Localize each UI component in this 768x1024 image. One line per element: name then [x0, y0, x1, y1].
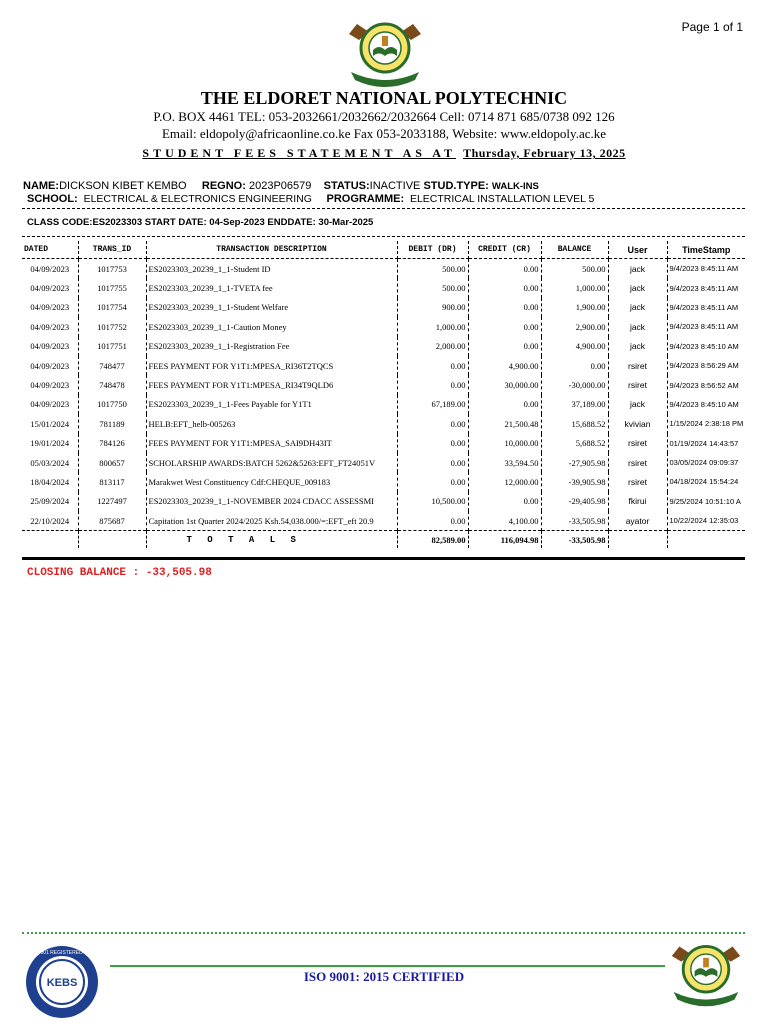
cell-debit: 1,000.00: [397, 317, 468, 336]
cell-timestamp: 9/25/2024 10:51:10 A: [669, 496, 741, 506]
cell-description: HELB:EFT_helb-005263: [146, 414, 397, 433]
cell-description: ES2023303_20239_1_1-NOVEMBER 2024 CDACC ASSESSMI: [146, 492, 397, 511]
cell-credit: 4,900.00: [468, 356, 541, 375]
cell-balance: 5,688.52: [541, 434, 608, 453]
header-user: User: [608, 241, 667, 259]
cell-debit: 0.00: [397, 375, 468, 394]
closing-balance: CLOSING BALANCE : -33,505.98: [27, 567, 212, 579]
cell-debit: 0.00: [397, 414, 468, 433]
type-label: STUD.TYPE:: [423, 180, 489, 192]
cell-timestamp: 03/05/2024 09:09:37: [669, 458, 739, 468]
school-label: SCHOOL:: [27, 193, 78, 205]
cell-balance: 4,900.00: [541, 337, 608, 356]
cell-description: ES2023303_20239_1_1-Student ID: [146, 259, 397, 279]
cell-balance: 1,900.00: [541, 298, 608, 317]
cell-timestamp: 1/15/2024 2:38:18 PM: [669, 419, 744, 429]
contacts-line: Email: eldopoly@africaonline.co.ke Fax 053-2033188, Website: www.eldopoly.ac.ke: [161, 126, 607, 141]
cell-dated: 15/01/2024: [22, 414, 78, 433]
total-balance: -33,505.98: [541, 531, 608, 549]
cell-dated: 04/09/2023: [22, 259, 78, 279]
cell-balance: 0.00: [541, 356, 608, 375]
cell-credit: 0.00: [468, 259, 541, 279]
header-dated: DATED: [22, 241, 78, 259]
cell-balance: -27,905.98: [541, 453, 608, 472]
cell-timestamp: 9/4/2023 8:45:11 AM: [669, 283, 739, 293]
totals-row: [22, 531, 745, 549]
cell-description: FEES PAYMENT FOR Y1T1:MPESA_SAI9DH43IT: [146, 434, 397, 453]
cell-debit: 0.00: [397, 511, 468, 531]
table-row: [22, 337, 745, 356]
cell-trans-id: 813117: [78, 472, 146, 491]
cell-user: fkirui: [608, 492, 667, 511]
cell-balance: -33,505.98: [541, 511, 608, 531]
cell-credit: 0.00: [468, 395, 541, 414]
table-row: [22, 356, 745, 375]
cell-credit: 0.00: [468, 492, 541, 511]
table-row: [22, 492, 745, 511]
cell-timestamp: 01/19/2024 14:43:57: [669, 438, 739, 448]
cell-dated: 19/01/2024: [22, 434, 78, 453]
cell-trans-id: 781189: [78, 414, 146, 433]
cell-balance: -30,000.00: [541, 375, 608, 394]
header-timestamp: TimeStamp: [667, 241, 745, 259]
cell-description: SCHOLARSHIP AWARDS:BATCH 5262&5263:EFT_FT24051V: [146, 453, 397, 472]
cell-credit: 0.00: [468, 278, 541, 297]
cell-debit: 500.00: [397, 259, 468, 279]
student-line-1: [23, 180, 539, 192]
student-name: DICKSON KIBET KEMBO: [59, 180, 187, 192]
table-header-row: [22, 241, 745, 259]
iso-certification: ISO 9001: 2015 CERTIFIED: [303, 969, 465, 984]
footer-dotted-line: [22, 932, 745, 934]
total-debit: 82,589.00: [397, 531, 468, 549]
cell-user: rsiret: [608, 356, 667, 375]
cell-balance: 2,900.00: [541, 317, 608, 336]
cell-user: rsiret: [608, 375, 667, 394]
totals-label: T O T A L S: [146, 531, 397, 549]
cell-debit: 67,189.00: [397, 395, 468, 414]
cell-description: ES2023303_20239_1_1-TVETA fee: [146, 278, 397, 297]
polytechnic-logo-icon: [345, 16, 425, 90]
cell-credit: 10,000.00: [468, 434, 541, 453]
cell-user: rsiret: [608, 453, 667, 472]
cell-credit: 33,594.50: [468, 453, 541, 472]
student-school: ELECTRICAL & ELECTRONICS ENGINEERING: [83, 193, 312, 205]
cell-debit: 0.00: [397, 434, 468, 453]
header-debit: DEBIT (DR): [397, 241, 468, 259]
cell-credit: 0.00: [468, 298, 541, 317]
cell-debit: 500.00: [397, 278, 468, 297]
transactions-table: [22, 241, 745, 548]
polytechnic-logo-footer-icon: [668, 938, 744, 1010]
cell-dated: 04/09/2023: [22, 278, 78, 297]
cell-dated: 04/09/2023: [22, 375, 78, 394]
cell-balance: -39,905.98: [541, 472, 608, 491]
student-regno: 2023P06579: [248, 180, 312, 192]
cell-trans-id: 875687: [78, 511, 146, 531]
cell-trans-id: 1017752: [78, 317, 146, 336]
cell-user: jack: [608, 337, 667, 356]
cell-user: kvivian: [608, 414, 667, 433]
table-row: [22, 298, 745, 317]
address-line: P.O. BOX 4461 TEL: 053-2032661/2032662/2032664 Cell: 0714 871 685/0738 092 126: [153, 109, 615, 124]
cell-trans-id: 1017753: [78, 259, 146, 279]
table-row: [22, 511, 745, 531]
cell-debit: 0.00: [397, 453, 468, 472]
footer-green-line: [110, 965, 665, 967]
cell-balance: 37,189.00: [541, 395, 608, 414]
cell-dated: 04/09/2023: [22, 317, 78, 336]
cell-description: Marakwet West Constituency Cdf:CHEQUE_009183: [146, 472, 397, 491]
table-row: [22, 317, 745, 336]
cell-debit: 0.00: [397, 472, 468, 491]
cell-debit: 900.00: [397, 298, 468, 317]
cell-description: FEES PAYMENT FOR Y1T1:MPESA_RI36T2TQCS: [146, 356, 397, 375]
cell-timestamp: 9/4/2023 8:56:52 AM: [669, 380, 739, 390]
cell-dated: 25/09/2024: [22, 492, 78, 511]
table-row: [22, 453, 745, 472]
table-row: [22, 472, 745, 491]
student-programme: ELECTRICAL INSTALLATION LEVEL 5: [409, 193, 595, 205]
cell-balance: 1,000.00: [541, 278, 608, 297]
cell-balance: 500.00: [541, 259, 608, 279]
class-line: CLASS CODE:ES2023303 START DATE: 04-Sep-2023 ENDDATE: 30-Mar-2025: [27, 217, 374, 228]
cell-credit: 21,500.48: [468, 414, 541, 433]
cell-trans-id: 1017750: [78, 395, 146, 414]
cell-trans-id: 1017751: [78, 337, 146, 356]
cell-description: Capitation 1st Quarter 2024/2025 Ksh.54,038.000/=:EFT_eft 20.9: [146, 511, 397, 531]
cell-user: rsiret: [608, 434, 667, 453]
divider-1: [22, 208, 745, 209]
cell-debit: 0.00: [397, 356, 468, 375]
cell-credit: 30,000.00: [468, 375, 541, 394]
total-credit: 116,094.98: [468, 531, 541, 549]
cell-timestamp: 10/22/2024 12:35:03: [669, 516, 739, 526]
divider-2: [22, 236, 745, 237]
header-credit: CREDIT (CR): [468, 241, 541, 259]
cell-description: ES2023303_20239_1_1-Registration Fee: [146, 337, 397, 356]
cell-dated: 04/09/2023: [22, 298, 78, 317]
cell-trans-id: 800657: [78, 453, 146, 472]
cell-user: jack: [608, 259, 667, 279]
cell-description: ES2023303_20239_1_1-Fees Payable for Y1T1: [146, 395, 397, 414]
cell-balance: 15,688.52: [541, 414, 608, 433]
table-row: [22, 395, 745, 414]
cell-dated: 04/09/2023: [22, 337, 78, 356]
cell-dated: 22/10/2024: [22, 511, 78, 531]
header-description: TRANSACTION DESCRIPTION: [146, 241, 397, 259]
table-row: [22, 259, 745, 279]
cell-dated: 18/04/2024: [22, 472, 78, 491]
cell-trans-id: 1017754: [78, 298, 146, 317]
cell-timestamp: 04/18/2024 15:54:24: [669, 477, 739, 487]
cell-timestamp: 9/4/2023 8:45:11 AM: [669, 302, 739, 312]
student-status: INACTIVE: [369, 180, 421, 192]
cell-description: FEES PAYMENT FOR Y1T1:MPESA_RI34T9QLD6: [146, 375, 397, 394]
page-number: Page 1 of 1: [681, 20, 743, 34]
statement-heading: [0, 146, 768, 161]
kebs-text: KEBS: [46, 977, 78, 989]
cell-trans-id: 748478: [78, 375, 146, 394]
name-label: NAME:: [23, 180, 60, 192]
programme-label: PROGRAMME:: [326, 193, 405, 205]
cell-user: jack: [608, 298, 667, 317]
student-type: WALK-INS: [491, 181, 539, 192]
cell-credit: 12,000.00: [468, 472, 541, 491]
header-balance: BALANCE: [541, 241, 608, 259]
regno-label: REGNO:: [201, 180, 246, 192]
cell-timestamp: 9/4/2023 8:45:10 AM: [669, 399, 739, 409]
cell-user: jack: [608, 395, 667, 414]
cell-timestamp: 9/4/2023 8:56:29 AM: [669, 361, 739, 371]
kebs-ring-text: ISO 9001 REGISTERED FIRM: [27, 950, 97, 956]
cell-user: jack: [608, 317, 667, 336]
table-row: [22, 375, 745, 394]
cell-user: ayator: [608, 511, 667, 531]
cell-timestamp: 9/4/2023 8:45:11 AM: [669, 322, 739, 332]
cell-trans-id: 1227497: [78, 492, 146, 511]
cell-description: ES2023303_20239_1_1-Caution Money: [146, 317, 397, 336]
cell-credit: 4,100.00: [468, 511, 541, 531]
header-trans-id: TRANS_ID: [78, 241, 146, 259]
cell-dated: 05/03/2024: [22, 453, 78, 472]
cell-trans-id: 784126: [78, 434, 146, 453]
cell-credit: 0.00: [468, 337, 541, 356]
cell-balance: -29,405.98: [541, 492, 608, 511]
cell-trans-id: 748477: [78, 356, 146, 375]
table-bottom-rule: [22, 557, 745, 560]
cell-dated: 04/09/2023: [22, 356, 78, 375]
table-row: [22, 434, 745, 453]
statement-prefix: STUDENT FEES STATEMENT AS AT: [142, 146, 457, 160]
student-line-2: [27, 193, 594, 205]
table-row: [22, 414, 745, 433]
cell-timestamp: 9/4/2023 8:45:11 AM: [669, 264, 739, 274]
cell-user: rsiret: [608, 472, 667, 491]
institution-title: THE ELDORET NATIONAL POLYTECHNIC: [200, 88, 568, 108]
table-row: [22, 278, 745, 297]
cell-trans-id: 1017755: [78, 278, 146, 297]
cell-user: jack: [608, 278, 667, 297]
cell-dated: 04/09/2023: [22, 395, 78, 414]
cell-debit: 2,000.00: [397, 337, 468, 356]
cell-debit: 10,500.00: [397, 492, 468, 511]
statement-date: Thursday, February 13, 2025: [463, 146, 626, 160]
cell-timestamp: 9/4/2023 8:45:10 AM: [669, 341, 739, 351]
cell-credit: 0.00: [468, 317, 541, 336]
cell-description: ES2023303_20239_1_1-Student Welfare: [146, 298, 397, 317]
status-label: STATUS:: [323, 180, 370, 192]
